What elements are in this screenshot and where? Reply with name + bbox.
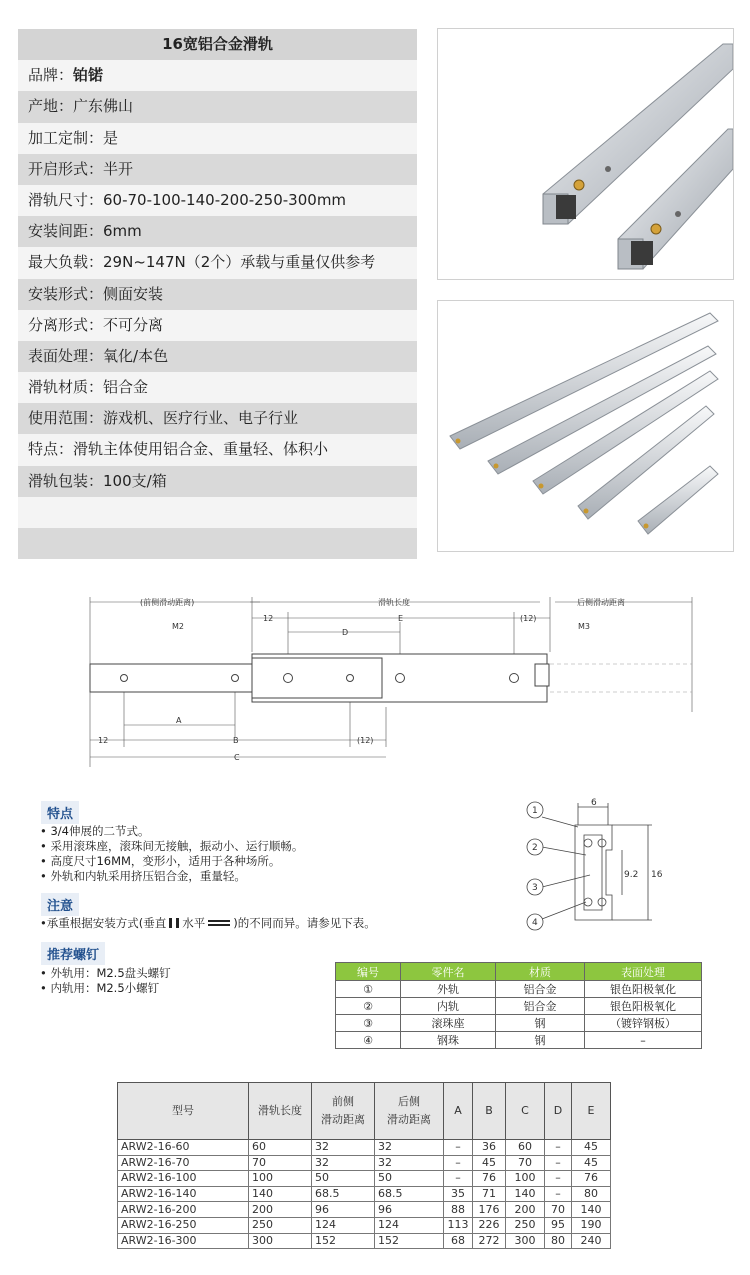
feature-item: • 采用滚珠座，滚珠间无接触，振动小、运行顺畅。 xyxy=(40,839,304,853)
screws-title: 推荐螺钉 xyxy=(41,942,105,965)
models-cell: 70 xyxy=(506,1155,545,1171)
dim-c: C xyxy=(234,753,240,762)
spec-value: 氧化/本色 xyxy=(103,346,169,365)
spec-value: 100支/箱 xyxy=(103,471,167,490)
table-row xyxy=(118,1202,611,1218)
back-slide-label: 后侧滑动距离 xyxy=(577,598,625,607)
rail-100 xyxy=(638,466,718,534)
models-header-row xyxy=(118,1083,611,1140)
models-cell: 100 xyxy=(249,1171,312,1187)
models-cell: 95 xyxy=(545,1217,572,1233)
models-cell: 45 xyxy=(473,1155,506,1171)
models-cell: ARW2-16-60 xyxy=(118,1140,249,1156)
dim-12-top: 12 xyxy=(263,614,274,623)
spec-label: 开启形式： xyxy=(28,159,104,178)
models-cell: ARW2-16-250 xyxy=(118,1217,249,1233)
front-slide-label: (前侧滑动距离) xyxy=(140,598,195,607)
models-cell: ARW2-16-300 xyxy=(118,1233,249,1249)
parts-cell: 铝合金 xyxy=(496,998,585,1015)
spec-row xyxy=(18,434,417,465)
models-cell: 96 xyxy=(375,1202,444,1218)
models-header: A xyxy=(444,1083,473,1140)
table-row xyxy=(336,981,702,998)
spec-label: 加工定制： xyxy=(28,128,104,147)
models-cell: 45 xyxy=(572,1140,611,1156)
models-cell: ARW2-16-140 xyxy=(118,1186,249,1202)
parts-header: 表面处理 xyxy=(585,963,702,981)
spec-row xyxy=(18,247,417,278)
feature-item: • 高度尺寸16MM，变形小，适用于各种场所。 xyxy=(40,854,281,868)
models-cell: 124 xyxy=(312,1217,375,1233)
dim-a: A xyxy=(176,716,182,725)
models-header: 前侧 滑动距离 xyxy=(312,1083,375,1140)
models-cell: 140 xyxy=(506,1186,545,1202)
cross-section-drawing xyxy=(520,795,670,935)
models-cell: 60 xyxy=(506,1140,545,1156)
models-cell: 124 xyxy=(375,1217,444,1233)
spec-row xyxy=(18,91,417,122)
parts-cell: 外轨 xyxy=(401,981,496,998)
spec-row xyxy=(18,372,417,403)
spec-value: 60-70-100-140-200-250-300mm xyxy=(103,190,347,209)
spec-label: 分离形式： xyxy=(28,315,104,334)
models-cell: 88 xyxy=(444,1202,473,1218)
spec-row xyxy=(18,154,417,185)
m2-label: M2 xyxy=(172,622,184,631)
spec-label: 安装形式： xyxy=(28,284,104,303)
models-cell: – xyxy=(545,1155,572,1171)
models-cell: 32 xyxy=(375,1155,444,1171)
table-row xyxy=(118,1233,611,1249)
models-cell: 68.5 xyxy=(312,1186,375,1202)
parts-cell: 钢 xyxy=(496,1032,585,1049)
models-cell: 140 xyxy=(572,1202,611,1218)
spec-label: 滑轨尺寸： xyxy=(28,190,104,209)
spec-label: 品牌： xyxy=(28,66,74,85)
models-cell: 70 xyxy=(249,1155,312,1171)
spec-label: 使用范围： xyxy=(28,409,104,428)
models-cell: 176 xyxy=(473,1202,506,1218)
spec-value: 是 xyxy=(103,128,119,147)
models-cell: ARW2-16-70 xyxy=(118,1155,249,1171)
spec-table xyxy=(18,29,417,559)
parts-header-row xyxy=(336,963,702,981)
spec-row xyxy=(18,466,417,497)
table-row xyxy=(336,1015,702,1032)
models-cell: 190 xyxy=(572,1217,611,1233)
spec-label: 表面处理： xyxy=(28,346,104,365)
table-row xyxy=(118,1217,611,1233)
spec-value: 不可分离 xyxy=(103,315,164,334)
models-cell: ARW2-16-200 xyxy=(118,1202,249,1218)
dim-b: B xyxy=(233,736,239,745)
parts-cell: 银色阳极氧化 xyxy=(585,998,702,1015)
spec-value: 半开 xyxy=(103,159,134,178)
spec-row xyxy=(18,403,417,434)
models-cell: 300 xyxy=(249,1233,312,1249)
rail-closeup-photo xyxy=(437,28,734,280)
parts-cell: 滚珠座 xyxy=(401,1015,496,1032)
models-cell: 76 xyxy=(572,1171,611,1187)
models-cell: – xyxy=(444,1155,473,1171)
models-header: B xyxy=(473,1083,506,1140)
notice-text-c: )的不同而异。请参见下表。 xyxy=(233,916,376,930)
dim-12-paren-top: (12) xyxy=(520,614,537,623)
section-height-9-2: 9.2 xyxy=(624,870,639,880)
parts-header: 材质 xyxy=(496,963,585,981)
models-cell: – xyxy=(545,1186,572,1202)
spec-title: 16宽铝合金滑轨 xyxy=(18,29,417,60)
spec-row xyxy=(18,341,417,372)
spec-label: 滑轨材质： xyxy=(28,378,104,397)
models-cell: 240 xyxy=(572,1233,611,1249)
table-row xyxy=(118,1171,611,1187)
models-cell: – xyxy=(444,1171,473,1187)
notice-text-b: 水平 xyxy=(182,916,206,930)
spec-row xyxy=(18,123,417,154)
rail-lengths-photo xyxy=(437,300,734,552)
models-cell: 100 xyxy=(506,1171,545,1187)
models-cell: 32 xyxy=(312,1155,375,1171)
models-cell: 71 xyxy=(473,1186,506,1202)
models-cell: – xyxy=(545,1171,572,1187)
parts-cell: – xyxy=(585,1032,702,1049)
models-cell: 226 xyxy=(473,1217,506,1233)
parts-cell: ① xyxy=(336,981,401,998)
models-cell: 96 xyxy=(312,1202,375,1218)
dim-12-bottom: 12 xyxy=(98,736,109,745)
section-height-16: 16 xyxy=(651,870,663,880)
models-cell: 152 xyxy=(312,1233,375,1249)
models-cell: 152 xyxy=(375,1233,444,1249)
spec-row-empty xyxy=(18,497,417,528)
models-cell: 50 xyxy=(312,1171,375,1187)
spec-label: 产地： xyxy=(28,97,74,116)
spec-row xyxy=(18,216,417,247)
spec-value: 铝合金 xyxy=(103,378,149,397)
callout-3: 3 xyxy=(532,883,538,893)
spec-value: 铂锘 xyxy=(73,66,104,85)
spec-value: 6mm xyxy=(103,222,142,241)
models-cell: 272 xyxy=(473,1233,506,1249)
spec-value: 滑轨主体使用铝合金、重量轻、体积小 xyxy=(73,440,329,459)
models-cell: ARW2-16-100 xyxy=(118,1171,249,1187)
spec-row xyxy=(18,60,417,91)
parts-cell: 铝合金 xyxy=(496,981,585,998)
parts-table xyxy=(335,962,702,1049)
parts-cell: （镀锌钢板） xyxy=(585,1015,702,1032)
models-cell: 80 xyxy=(545,1233,572,1249)
notice-text-a: •承重根据安装方式(垂直 xyxy=(40,916,167,930)
models-header: 滑轨长度 xyxy=(249,1083,312,1140)
spec-label: 滑轨包装： xyxy=(28,471,104,490)
callout-2: 2 xyxy=(532,843,538,853)
table-row xyxy=(336,998,702,1015)
dim-d: D xyxy=(342,628,349,637)
models-header: C xyxy=(506,1083,545,1140)
table-row xyxy=(118,1140,611,1156)
models-cell: – xyxy=(444,1140,473,1156)
section-width-6: 6 xyxy=(591,798,597,808)
callout-1: 1 xyxy=(532,806,538,816)
parts-cell: ③ xyxy=(336,1015,401,1032)
notice-text xyxy=(40,916,376,931)
models-cell: 300 xyxy=(506,1233,545,1249)
features-title: 特点 xyxy=(41,801,79,824)
spec-value: 广东佛山 xyxy=(73,97,134,116)
spec-label: 安装间距： xyxy=(28,222,104,241)
spec-value: 侧面安装 xyxy=(103,284,164,303)
spec-row xyxy=(18,310,417,341)
models-cell: 32 xyxy=(375,1140,444,1156)
dim-e: E xyxy=(398,614,404,623)
models-cell: 35 xyxy=(444,1186,473,1202)
feature-item: • 外轨和内轨采用挤压铝合金，重量轻。 xyxy=(40,869,246,883)
parts-cell: 银色阳极氧化 xyxy=(585,981,702,998)
spec-row xyxy=(18,185,417,216)
parts-header: 编号 xyxy=(336,963,401,981)
parts-header: 零件名 xyxy=(401,963,496,981)
models-cell: 50 xyxy=(375,1171,444,1187)
dim-12-paren-bottom: (12) xyxy=(357,736,374,745)
models-cell: 32 xyxy=(312,1140,375,1156)
models-cell: 70 xyxy=(545,1202,572,1218)
screw-item: • 外轨用：M2.5盘头螺钉 xyxy=(40,966,171,980)
spec-row xyxy=(18,279,417,310)
models-cell: 80 xyxy=(572,1186,611,1202)
features-list xyxy=(40,824,303,884)
rail-length-label: 滑轨长度 xyxy=(378,598,410,607)
models-cell: 76 xyxy=(473,1171,506,1187)
models-cell: – xyxy=(545,1140,572,1156)
spec-value: 游戏机、医疗行业、电子行业 xyxy=(103,409,299,428)
parts-cell: ② xyxy=(336,998,401,1015)
horizontal-mount-icon xyxy=(208,920,230,926)
table-row xyxy=(336,1032,702,1049)
spec-label: 特点： xyxy=(28,440,74,459)
screw-item: • 内轨用：M2.5小螺钉 xyxy=(40,981,160,995)
table-row xyxy=(118,1186,611,1202)
models-cell: 113 xyxy=(444,1217,473,1233)
screws-list xyxy=(40,966,171,996)
models-cell: 200 xyxy=(249,1202,312,1218)
parts-cell: 钢珠 xyxy=(401,1032,496,1049)
parts-cell: 钢 xyxy=(496,1015,585,1032)
feature-item: • 3/4伸展的二节式。 xyxy=(40,824,150,838)
models-cell: 36 xyxy=(473,1140,506,1156)
models-header: 型号 xyxy=(118,1083,249,1140)
callout-4: 4 xyxy=(532,918,538,928)
models-cell: 60 xyxy=(249,1140,312,1156)
models-header: D xyxy=(545,1083,572,1140)
spec-value: 29N~147N（2个）承载与重量仅供参考 xyxy=(103,253,376,272)
models-cell: 250 xyxy=(249,1217,312,1233)
dimension-drawing xyxy=(80,592,700,777)
notice-title: 注意 xyxy=(41,893,79,916)
spec-row-empty xyxy=(18,528,417,559)
spec-label: 最大负载： xyxy=(28,253,104,272)
models-cell: 68 xyxy=(444,1233,473,1249)
models-header: 后侧 滑动距离 xyxy=(375,1083,444,1140)
table-row xyxy=(118,1155,611,1171)
models-cell: 45 xyxy=(572,1155,611,1171)
models-cell: 200 xyxy=(506,1202,545,1218)
models-cell: 250 xyxy=(506,1217,545,1233)
vertical-mount-icon xyxy=(169,918,179,928)
m3-label: M3 xyxy=(578,622,590,631)
models-cell: 140 xyxy=(249,1186,312,1202)
models-cell: 68.5 xyxy=(375,1186,444,1202)
models-header: E xyxy=(572,1083,611,1140)
parts-cell: 内轨 xyxy=(401,998,496,1015)
models-table xyxy=(117,1082,611,1249)
parts-cell: ④ xyxy=(336,1032,401,1049)
